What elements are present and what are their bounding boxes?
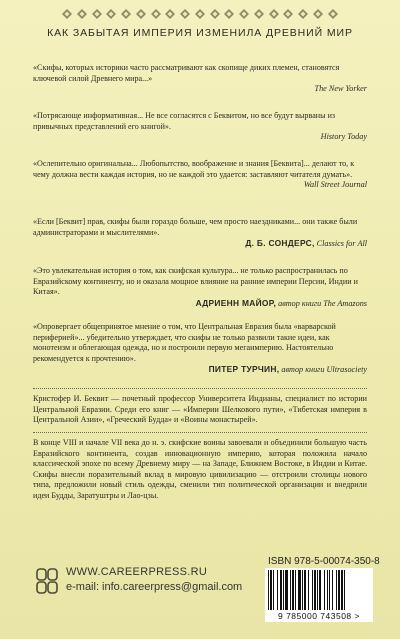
source-name: автор книги The Amazons: [278, 298, 367, 308]
top-ornament: [62, 8, 338, 20]
ornament-diamond-icon: [106, 9, 116, 19]
source-name: Wall Street Journal: [303, 180, 367, 190]
source-name: Classics for All: [316, 239, 367, 249]
quote-2: [0, 111, 400, 143]
ornament-diamond-icon: [269, 9, 279, 19]
author-name: Д. Б. СОНДЕРС,: [245, 238, 315, 249]
publisher-logo-icon: [36, 568, 58, 594]
author-name: ПИТЕР ТУРЧИН,: [208, 364, 280, 375]
publisher-email[interactable]: e-mail: info.careerpress@gmail.com: [66, 581, 243, 593]
publisher-website[interactable]: WWW.CAREERPRESS.RU: [66, 566, 208, 578]
quote-text: «Скифы, которых историки часто рассматривают как скопище диких племен, становятся ключевой силой Древнего мира...»: [33, 63, 340, 83]
ornament-diamond-icon: [283, 9, 293, 19]
quote-attribution: [0, 238, 400, 250]
quote-text: «Ослепительно оригинальна... Любопытство, воображение и знания [Беквита]... делают то, к чему должна вести каждая история, но не каждой это удается: заставляют читателя думать».: [33, 159, 355, 179]
quote-text: «Опровергает общепринятое мнение о том, что Центральная Евразия была «варварской периферией»... убедительно утверждает, что скифы не только развили такие идеи, как монотеизм и облегающая одежда, но и построили первую мегаимперию. Настоятельно рекомендуется к прочтению».: [33, 322, 336, 363]
ornament-diamond-icon: [151, 9, 161, 19]
ornament-diamond-icon: [239, 9, 249, 19]
isbn-label: ISBN 978-5-00074-350-8: [268, 556, 380, 567]
ornament-diamond-icon: [136, 9, 146, 19]
quote-5: [0, 266, 400, 309]
book-summary: В конце VIII и начале VII века до н. э. скифские воины завоевали и объединили большую часть Евразийского континента, создав инновационную империю, которая положила начало классической эпохе по всему Древнему миру — на Западе, Ближнем Востоке, в Индии и Китае. Скифы внесли поразительный вклад в мировую цивилизацию — отстроили столицы нового типа, предложили новый стиль одежды, сменили тип политической организации и внедрили идеи Будды, Заратуштры и Лао-цзы.: [33, 438, 367, 500]
quote-attribution: [0, 298, 400, 310]
quote-source: [0, 180, 400, 191]
ornament-diamond-icon: [224, 9, 234, 19]
quote-4: [0, 217, 400, 250]
ornament-diamond-icon: [92, 9, 102, 19]
ornament-diamond-icon: [298, 9, 308, 19]
barcode-bar: [345, 570, 346, 610]
quote-text: «Потрясающе информативная... Не все согласятся с Беквитом, но все будут вырваны из привычных представлений его книгой».: [33, 111, 336, 131]
source-name: The New Yorker: [314, 84, 367, 94]
ornament-diamond-icon: [195, 9, 205, 19]
quote-source: [0, 84, 400, 95]
quote-text: «Это увлекательная история о том, как скифская культура... не только распространилась по Евразийскому континенту, но и оказала мощное влияние на ранние империи Персии, Индии и Китая».: [33, 266, 358, 297]
author-name: АДРИЕНН МАЙОР,: [195, 297, 277, 308]
barcode-bars: [268, 570, 370, 610]
author-bio: Кристофер И. Беквит — почетный профессор Университета Индианы, специалист по истории Центральной Евразии. Среди его книг — «Империи Шелкового пути», «Тибетская империя в Центральной Азии», «Греческий Будда» и «Воины монастырей».: [33, 394, 367, 425]
ornament-diamond-icon: [313, 9, 323, 19]
ornament-diamond-icon: [328, 9, 338, 19]
quote-source: [0, 132, 400, 143]
quote-1: [0, 63, 400, 95]
ornament-diamond-icon: [254, 9, 264, 19]
barcode-digits: 9 785000 743508 >: [277, 611, 360, 621]
divider: [33, 388, 367, 389]
source-name: автор книги Ultrasociety: [281, 365, 367, 375]
ornament-diamond-icon: [210, 9, 220, 19]
divider: [33, 432, 367, 433]
quote-3: [0, 159, 400, 191]
ornament-diamond-icon: [165, 9, 175, 19]
cover-heading: КАК ЗАБЫТАЯ ИМПЕРИЯ ИЗМЕНИЛА ДРЕВНИЙ МИР: [47, 27, 353, 39]
ornament-diamond-icon: [77, 9, 87, 19]
quote-6: [0, 322, 400, 376]
ornament-diamond-icon: [62, 9, 72, 19]
isbn-barcode: [265, 568, 373, 622]
quote-attribution: [0, 364, 400, 376]
quote-text: «Если [Беквит] прав, скифы были гораздо больше, чем просто наездниками... они также были администраторами и мыслителями».: [33, 217, 358, 237]
ornament-diamond-icon: [121, 9, 131, 19]
ornament-diamond-icon: [180, 9, 190, 19]
source-name: History Today: [320, 132, 367, 142]
